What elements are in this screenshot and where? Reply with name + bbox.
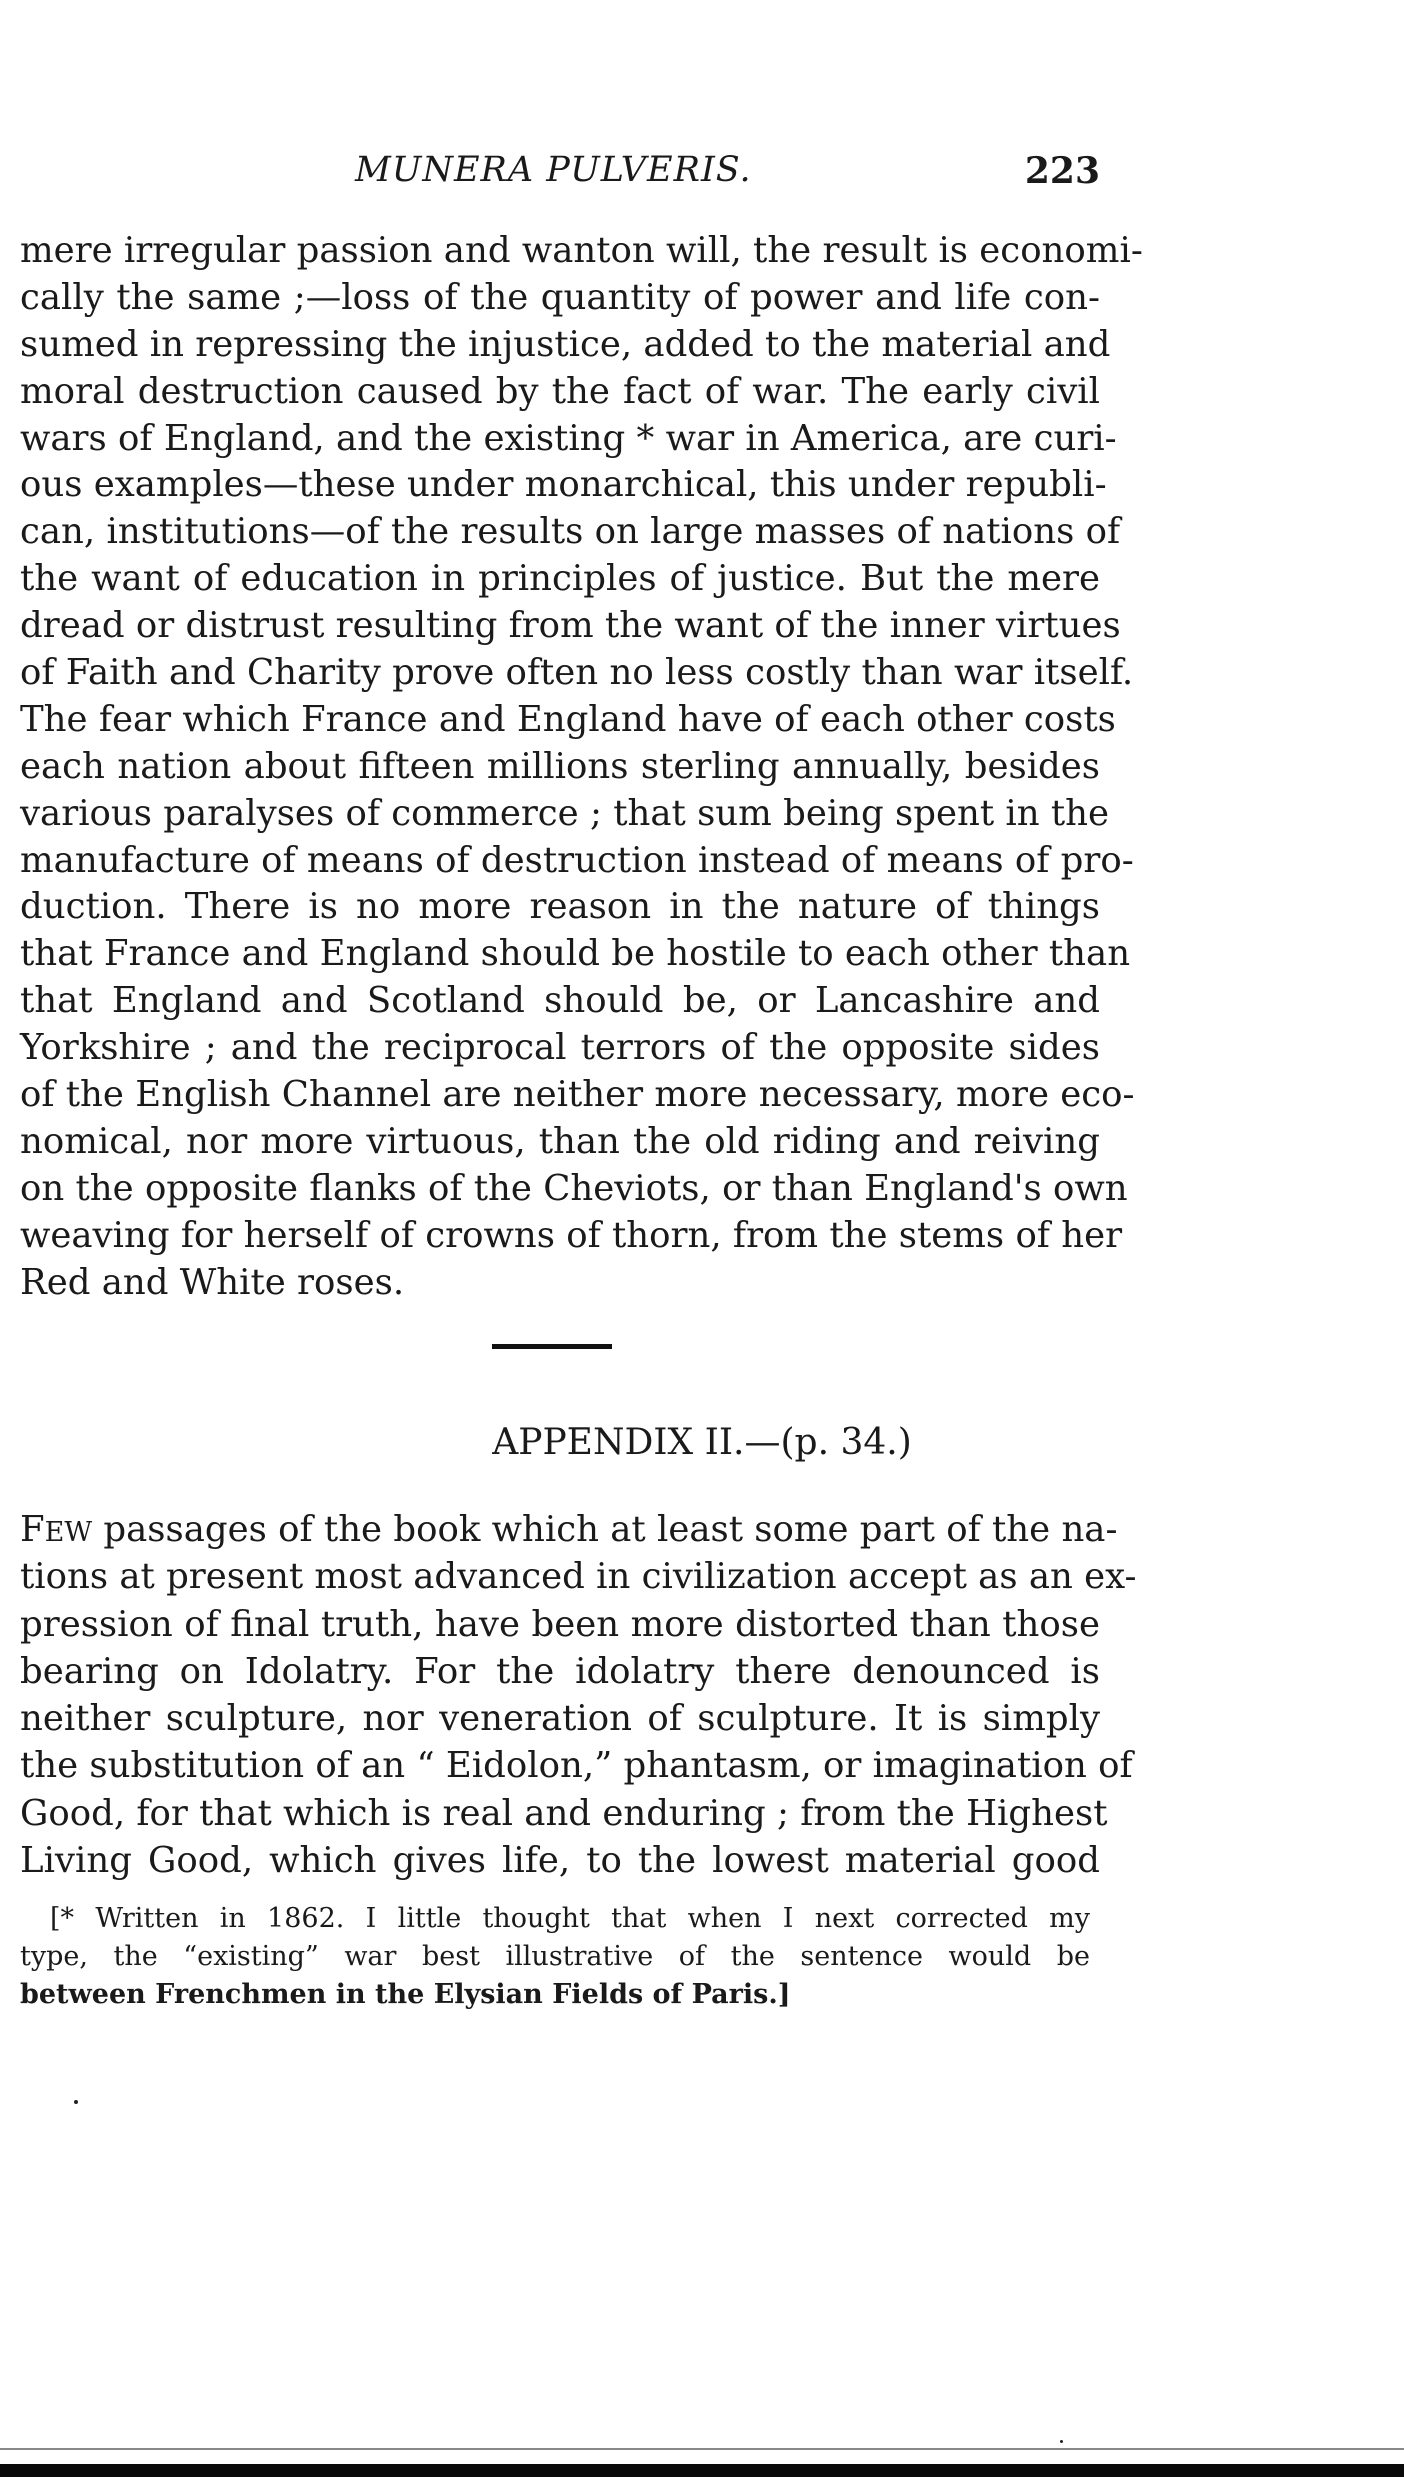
drop-letter: F — [20, 1509, 45, 1550]
section-divider — [492, 1344, 612, 1349]
text-line: weaving for herself of crowns of thorn, from the stems of her — [20, 1214, 1123, 1256]
appendix-paragraph — [20, 1506, 1137, 1884]
text-line: of Faith and Charity prove often no less costly than war itself. — [20, 652, 1134, 694]
text-line: Red and White roses. — [20, 1261, 405, 1303]
text-line: bearing on Idolatry. For the idolatry there denounced is — [20, 1650, 1100, 1692]
text-line: Good, for that which is real and enduring ; from the Highest — [20, 1792, 1108, 1834]
text-line: of the English Channel are neither more necessary, more eco- — [20, 1074, 1135, 1116]
appendix-heading: APPENDIX II.—(p. 34.) — [492, 1422, 912, 1463]
text-line: moral destruction caused by the fact of war. The early civil — [20, 370, 1100, 412]
running-title: MUNERA PULVERIS. — [355, 150, 752, 190]
text-line: the want of education in principles of justice. But the mere — [20, 558, 1100, 600]
footnote — [20, 1900, 1090, 2014]
text-line: sumed in repressing the injustice, added to the material and — [20, 323, 1111, 365]
text-line: manufacture of means of destruction instead of means of pro- — [20, 839, 1134, 881]
text-line: nomical, nor more virtuous, than the old riding and reiving — [20, 1120, 1100, 1162]
text-line: dread or distrust resulting from the want of the inner virtues — [20, 605, 1121, 647]
small-caps-word: EW — [44, 1517, 93, 1548]
text-line: Yorkshire ; and the reciprocal terrors of the opposite sides — [20, 1027, 1100, 1069]
text-line: that England and Scotland should be, or Lancashire and — [20, 980, 1100, 1022]
page-header — [20, 150, 1100, 200]
text-line: each nation about fifteen millions sterling annually, besides — [20, 745, 1100, 787]
text-line: that France and England should be hostile to each other than — [20, 933, 1131, 975]
footnote-line: type, the “existing” war best illustrative of the sentence would be — [20, 1941, 1090, 1972]
text-line: the substitution of an “ Eidolon,” phantasm, or imagination of — [20, 1745, 1133, 1787]
ink-speck — [1060, 2440, 1063, 2443]
footnote-line: between Frenchmen in the Elysian Fields of Paris.] — [20, 1979, 791, 2010]
text-line: pression of final truth, have been more distorted than those — [20, 1603, 1100, 1645]
text-line: on the opposite flanks of the Cheviots, or than England's own — [20, 1167, 1128, 1209]
ink-speck — [74, 2100, 78, 2104]
text-line: can, institutions—of the results on large masses of nations of — [20, 511, 1121, 553]
first-line-text: passages of the book which at least some part of the na- — [103, 1509, 1118, 1550]
text-line: duction. There is no more reason in the nature of things — [20, 886, 1100, 928]
text-line: mere irregular passion and wanton will, the result is economi- — [20, 230, 1143, 271]
page-number: 223 — [1024, 150, 1100, 192]
text-line: cally the same ;—loss of the quantity of power and life con- — [20, 276, 1100, 318]
text-line: various paralyses of commerce ; that sum being spent in the — [20, 792, 1110, 834]
text-line: wars of England, and the existing * war in America, are curi- — [20, 417, 1117, 459]
scan-edge-line — [0, 2448, 1404, 2450]
text-line: ous examples—these under monarchical, this under republi- — [20, 464, 1107, 506]
scan-bottom-edge — [0, 2464, 1404, 2477]
text-line — [20, 1506, 1118, 1553]
body-paragraph — [20, 228, 1143, 1306]
text-line: The fear which France and England have of each other costs — [20, 698, 1116, 740]
text-line: tions at present most advanced in civilization accept as an ex- — [20, 1556, 1137, 1598]
text-line: neither sculpture, nor veneration of sculpture. It is simply — [20, 1698, 1100, 1740]
text-line: Living Good, which gives life, to the lowest material good — [20, 1840, 1100, 1882]
footnote-line: [* Written in 1862. I little thought that when I next corrected my — [50, 1903, 1090, 1934]
